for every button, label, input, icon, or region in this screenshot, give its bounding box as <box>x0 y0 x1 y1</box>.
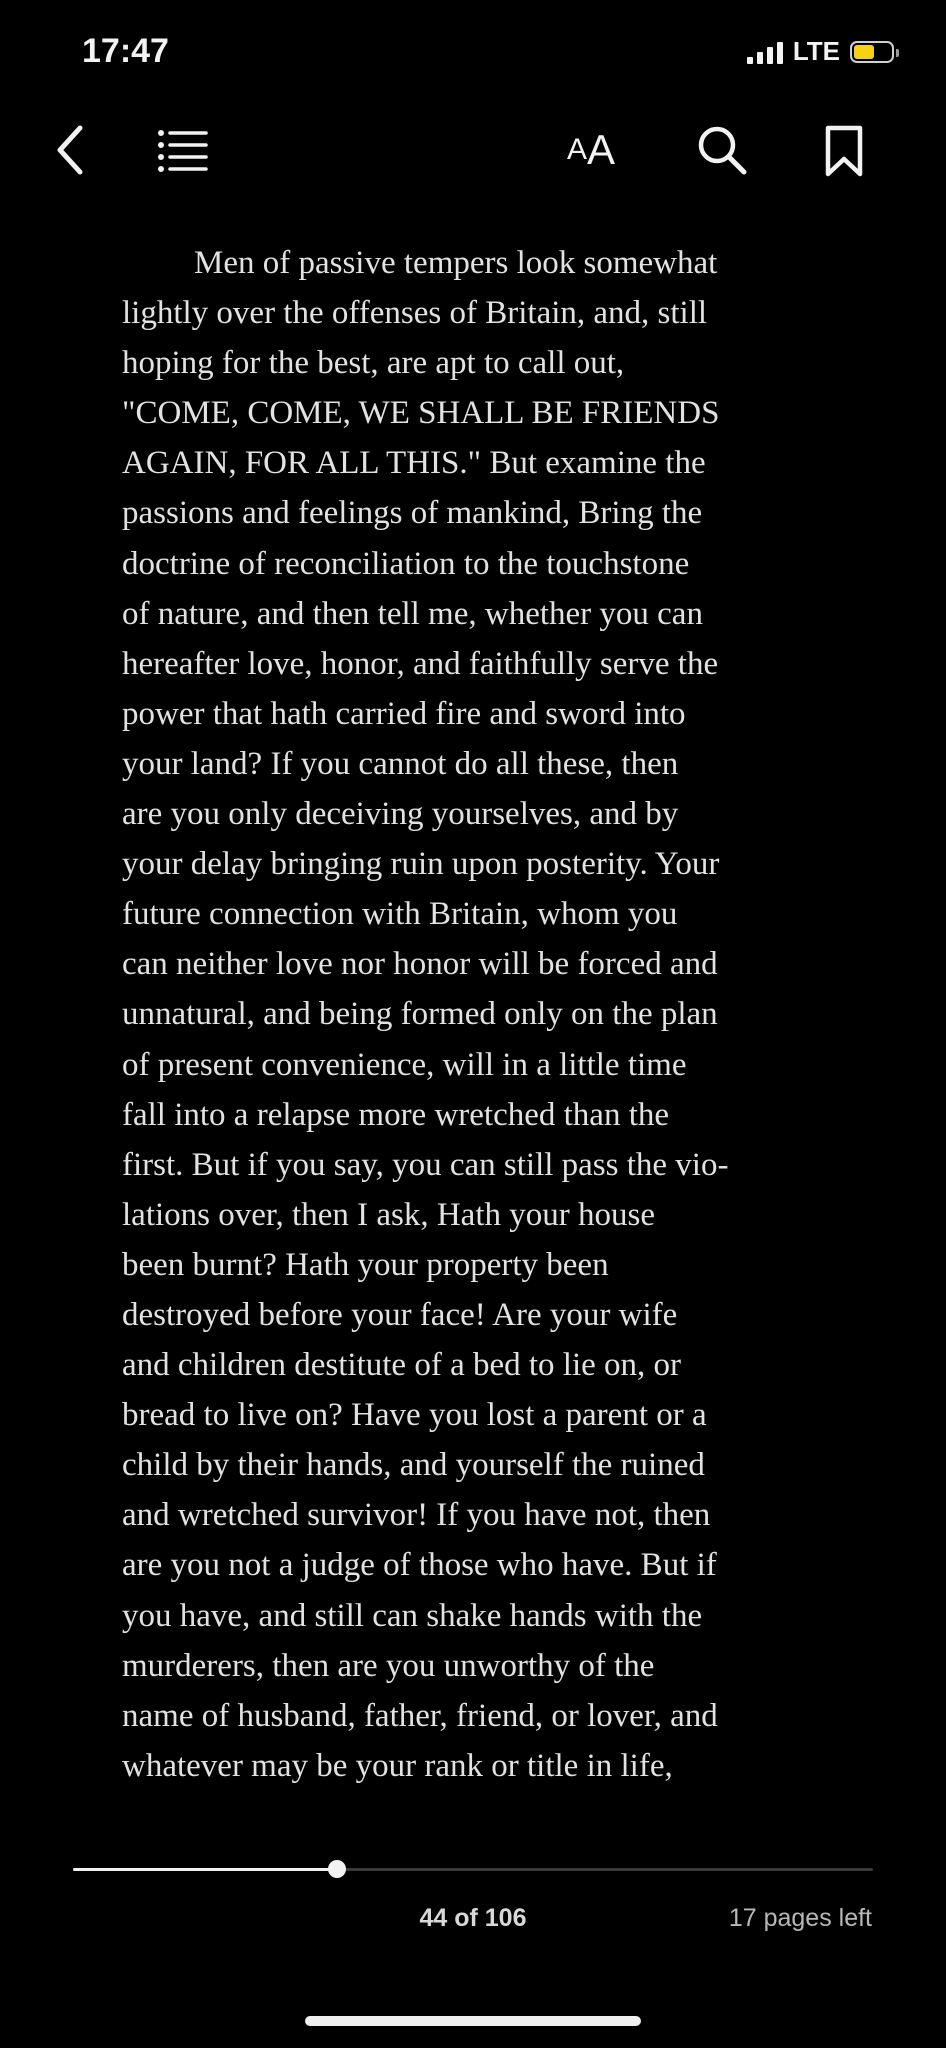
status-time: 17:47 <box>82 32 169 70</box>
network-label: LTE <box>792 36 840 66</box>
text-line: lations over, then I ask, Hath your house <box>122 1196 655 1233</box>
signal-icon <box>747 40 783 64</box>
text-line: "COME, COME, WE SHALL BE FRIENDS <box>122 395 720 432</box>
text-line: can neither love nor honor will be forced and <box>122 946 718 983</box>
table-of-contents-button[interactable] <box>154 124 210 176</box>
list-icon <box>156 127 208 173</box>
chevron-left-icon <box>52 122 86 178</box>
text-line: future connection with Britain, whom you <box>122 896 678 933</box>
back-button[interactable] <box>44 118 94 182</box>
reading-progress-slider[interactable] <box>73 1868 873 1871</box>
text-line: fall into a relapse more wretched than the <box>122 1096 670 1133</box>
text-line: child by their hands, and yourself the ruined <box>122 1447 705 1484</box>
text-line: you have, and still can shake hands with the <box>122 1597 703 1634</box>
text-line: bread to live on? Have you lost a parent or a <box>122 1397 707 1434</box>
search-icon <box>695 123 749 177</box>
text-line: hereafter love, honor, and faithfully serve the <box>122 645 719 682</box>
pages-left-label: 17 pages left <box>728 1904 872 1932</box>
text-line: Men of passive tempers look somewhat <box>194 245 718 281</box>
font-settings-button[interactable] <box>556 120 626 180</box>
text-line: power that hath carried fire and sword into <box>122 695 686 732</box>
battery-fill <box>854 45 874 59</box>
bookmark-button[interactable] <box>818 118 870 184</box>
text-line: hoping for the best, are apt to call out, <box>122 345 625 382</box>
text-line: first. But if you say, you can still pass the vio- <box>122 1146 729 1183</box>
search-button[interactable] <box>692 120 752 180</box>
progress-fill <box>73 1868 337 1871</box>
status-indicators <box>747 36 894 67</box>
text-line: and wretched survivor! If you have not, then <box>122 1497 711 1534</box>
text-line: of present convenience, will in a little time <box>122 1046 687 1083</box>
text-line: name of husband, father, friend, or lover, and <box>122 1697 718 1734</box>
font-large-glyph: A <box>587 126 616 173</box>
page-text <box>122 238 862 1791</box>
bookmark-icon <box>822 123 866 179</box>
page-indicator: 44 of 106 <box>419 1904 527 1932</box>
text-line: unnatural, and being formed only on the plan <box>122 996 718 1033</box>
text-line: lightly over the offenses of Britain, and, still <box>122 295 708 332</box>
text-line: AGAIN, FOR ALL THIS." But examine the <box>122 445 706 482</box>
text-line: of nature, and then tell me, whether you can <box>122 595 703 632</box>
home-indicator[interactable] <box>305 2016 641 2026</box>
font-small-glyph: A <box>566 133 587 166</box>
text-line: doctrine of reconciliation to the touchstone <box>122 545 690 582</box>
text-line: passions and feelings of mankind, Bring the <box>122 495 703 532</box>
text-line: your land? If you cannot do all these, then <box>122 745 679 782</box>
text-line: are you only deceiving yourselves, and by <box>122 796 679 833</box>
text-line: and children destitute of a bed to lie on, or <box>122 1347 682 1384</box>
text-line: murderers, then are you unworthy of the <box>122 1647 655 1684</box>
text-line: whatever may be your rank or title in life, <box>122 1747 673 1784</box>
progress-handle[interactable] <box>328 1860 346 1878</box>
text-line: been burnt? Hath your property been <box>122 1246 609 1283</box>
text-line: your delay bringing ruin upon posterity. Your <box>122 846 720 883</box>
battery-icon <box>850 41 894 63</box>
text-line: destroyed before your face! Are your wife <box>122 1296 678 1333</box>
text-line: are you not a judge of those who have. But if <box>122 1547 717 1584</box>
